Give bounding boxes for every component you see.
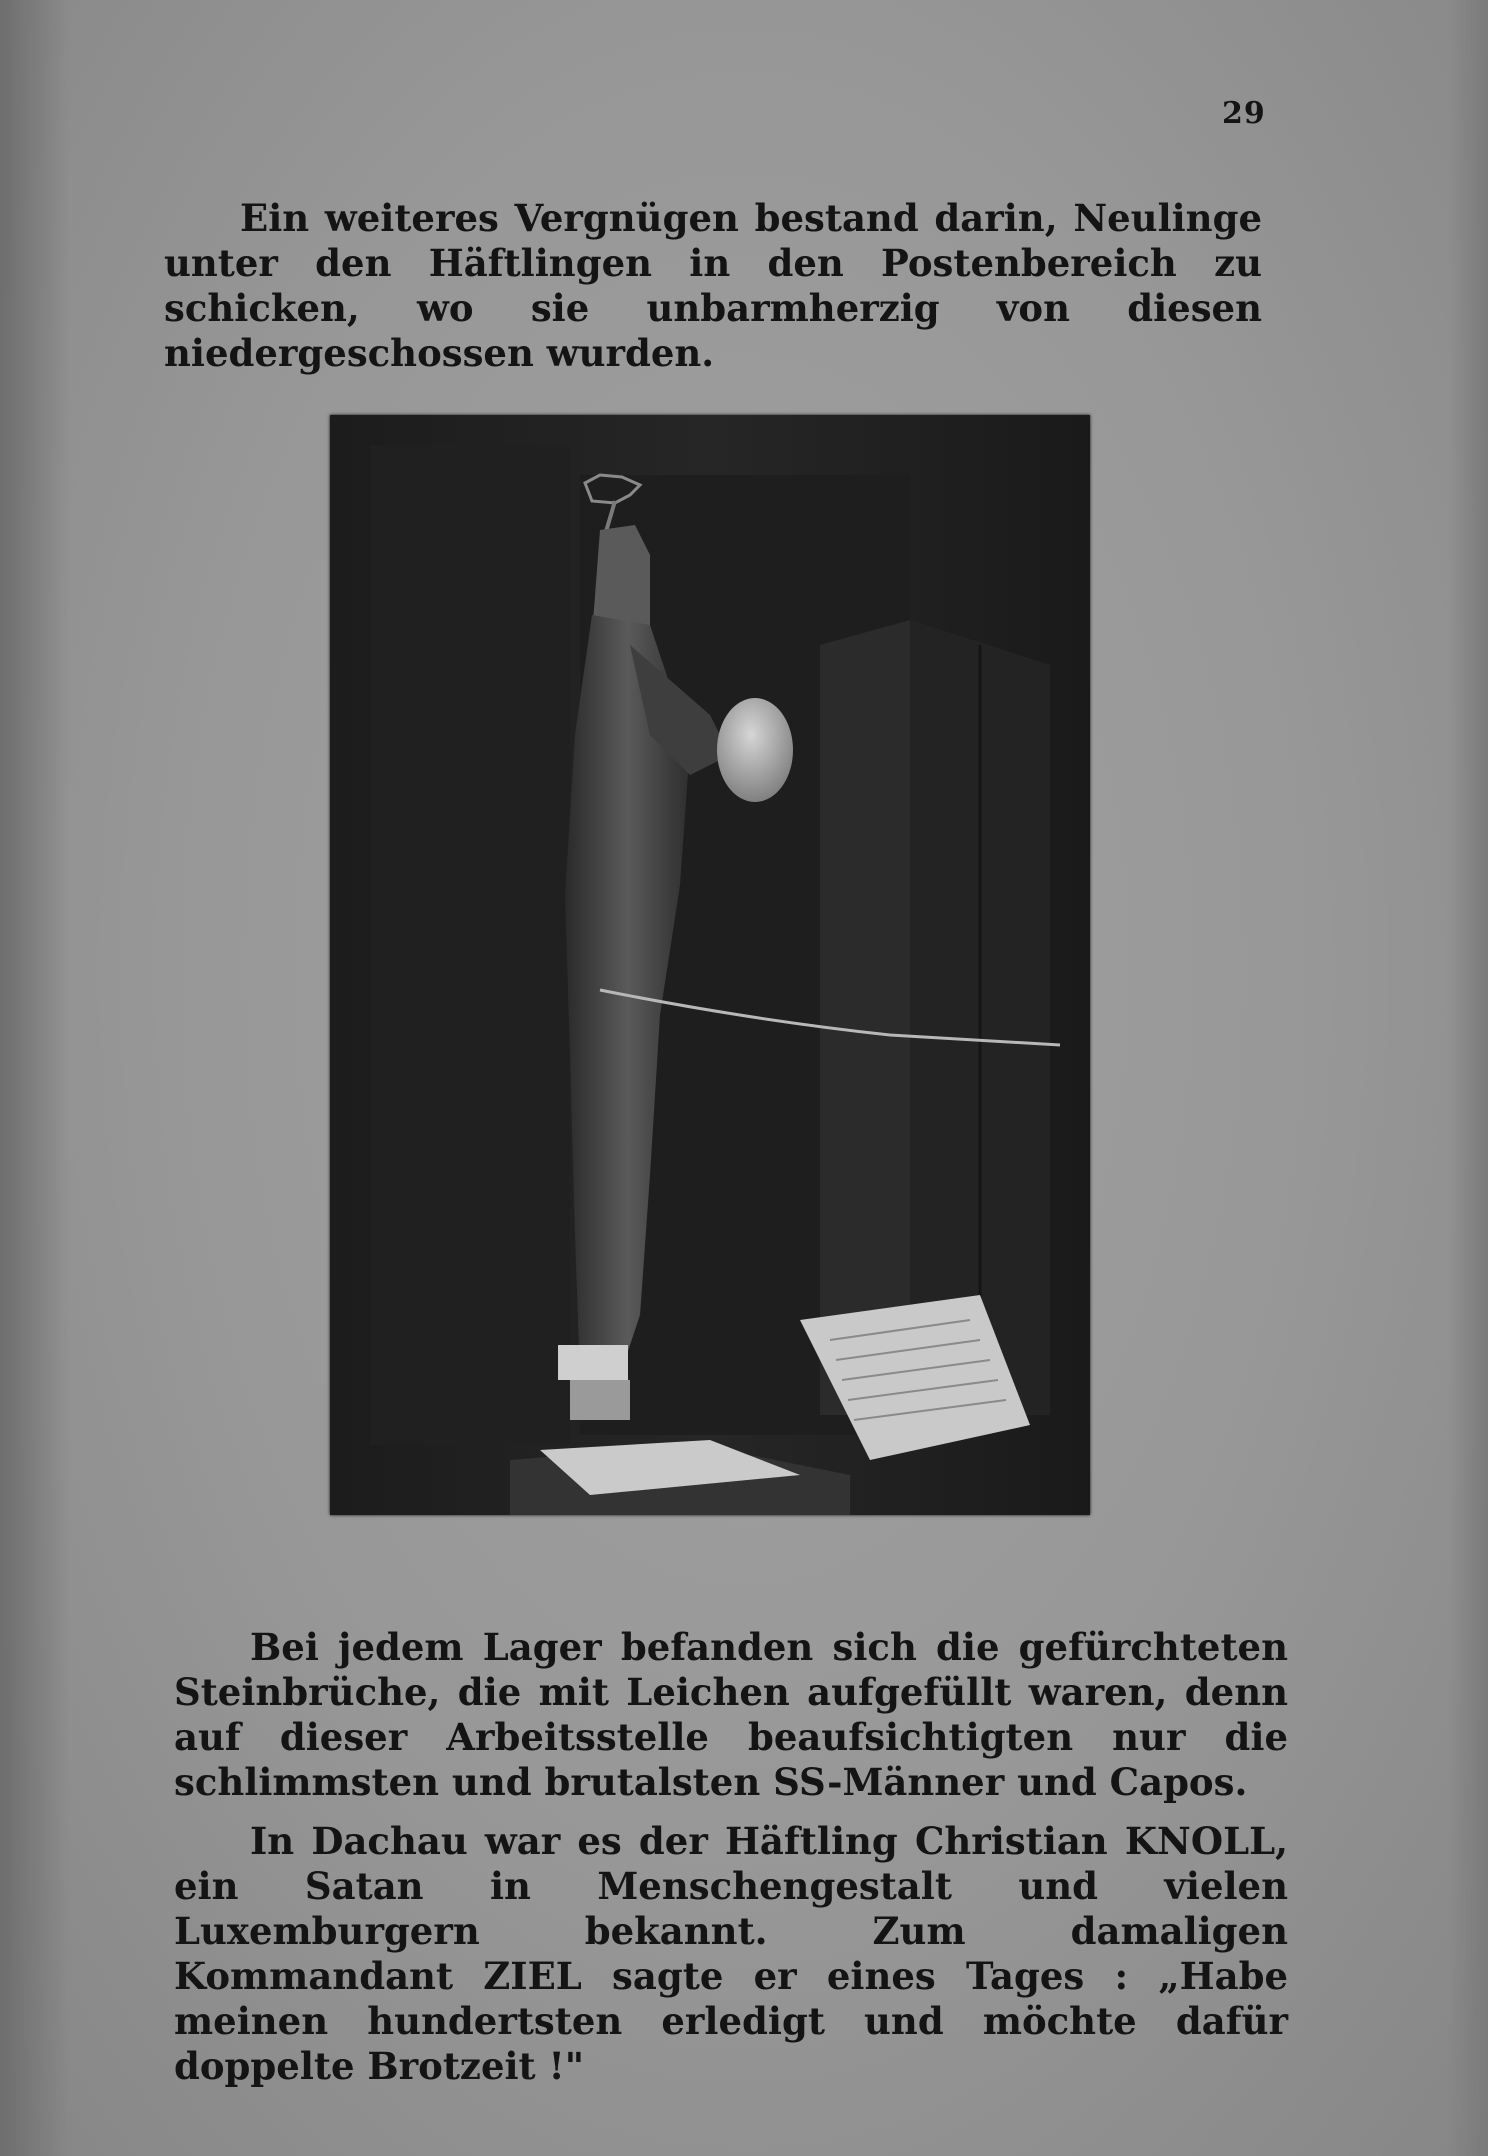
- paragraph: In Dachau war es der Häftling Christian KNOLL, ein Satan in Menschengestalt und vielen Luxemburgern bekannt. Zum damaligen Kommandant ZIEL sagte er eines Tages : „Habe meinen hundertsten erledigt und möchte dafür doppelte Brotzeit !": [174, 1819, 1288, 2088]
- paragraph: Bei jedem Lager befanden sich die gefürchteten Steinbrüche, die mit Leichen aufgefüllt waren, denn auf dieser Arbeitsstelle beaufsichtigten nur die schlimmsten und brutalsten SS-Männer und Capos.: [174, 1625, 1288, 1804]
- page-number: 29: [1222, 96, 1266, 131]
- text-block-top: [164, 196, 1262, 376]
- page-shadow-left: [0, 0, 70, 2156]
- photograph: [330, 415, 1090, 1515]
- text-block-bottom: [174, 1625, 1288, 2089]
- photograph-image: [330, 415, 1090, 1515]
- page-shadow-right: [1448, 0, 1488, 2156]
- paragraph: Ein weiteres Vergnügen bestand darin, Neulinge unter den Häftlingen in den Postenbereich zu schicken, wo sie unbarmherzig von diesen niedergeschossen wurden.: [164, 196, 1262, 375]
